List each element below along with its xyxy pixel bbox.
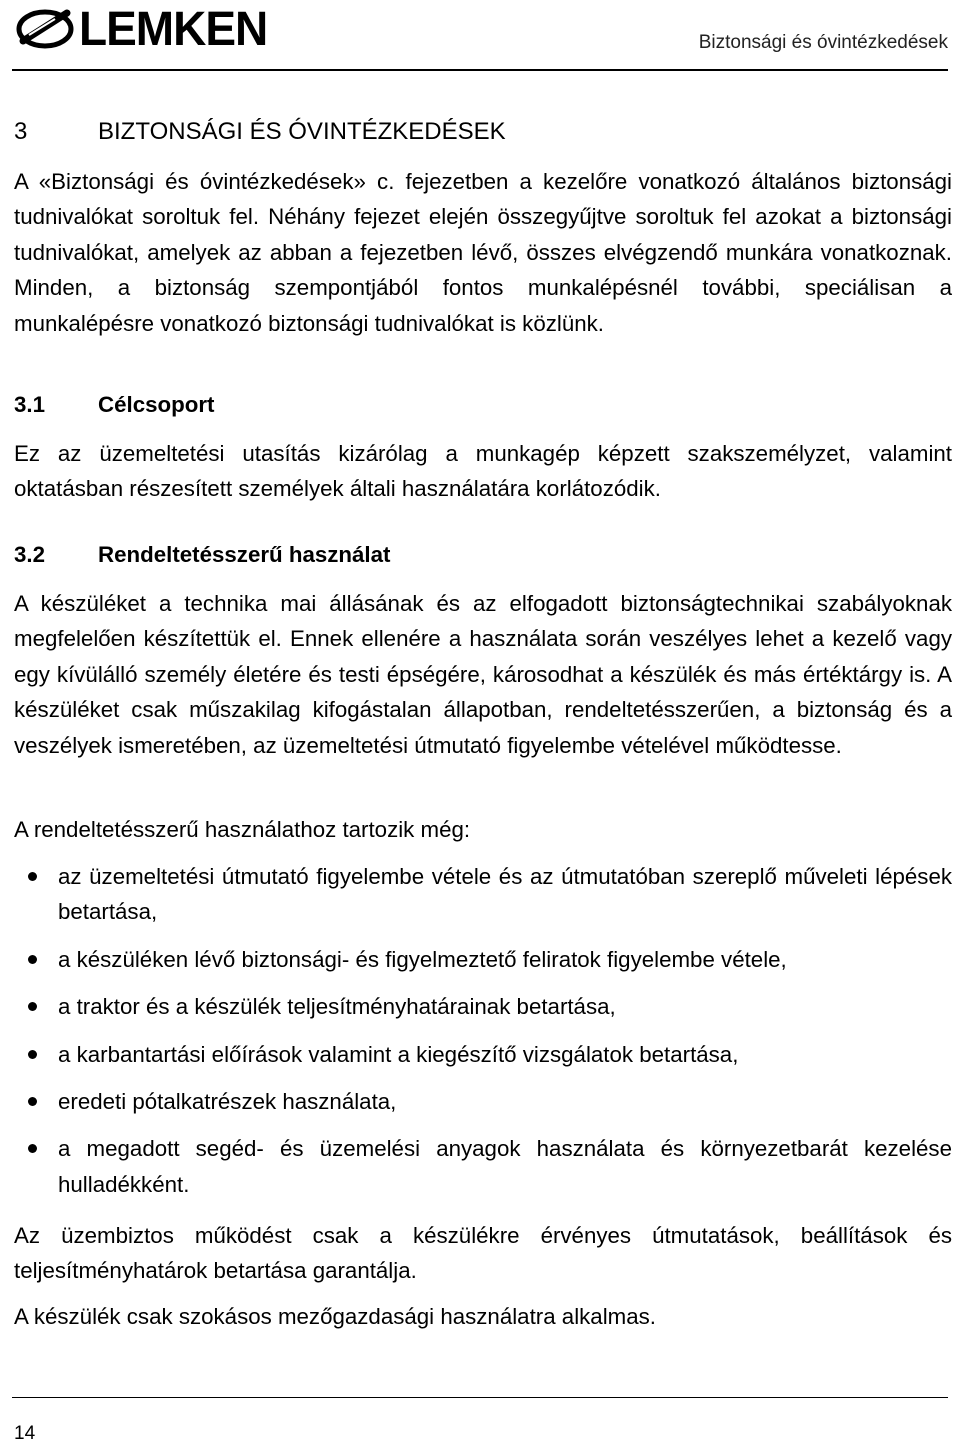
section-intro-paragraph: A «Biztonsági és óvintézkedések» c. fejezetben a kezelőre vonatkozó általános biztonsági tudnivalókat soroltuk fel. Néhány fejezet elején összegyűjtve soroltuk fel azokat a biztonsági tudnivalókat, amelyek az abban a fejezetben lévő, összes elvégzendő munkára vonatkoznak. Minden, a biztonság szempontjából fontos munkalépésnél további, speciálisan a munkalépésre vonatkozó biztonsági tudnivalókat is közlünk.: [14, 169, 952, 336]
subsection-heading-target-group: [14, 392, 214, 418]
bullet-icon: [28, 1050, 37, 1059]
list-item: a karbantartási előírások valamint a kiegészítő vizsgálatok betartása,: [14, 1037, 952, 1072]
logo-wordmark: LEMKEN: [79, 0, 268, 56]
subsection-number: 3.1: [14, 392, 45, 417]
bullet-icon: [28, 1002, 37, 1011]
closing-paragraph-1: Az üzembiztos működést csak a készülékre érvényes útmutatások, beállítások és teljesítményhatárok betartása garantálja.: [14, 1223, 952, 1284]
intended-use-paragraph: A készüléket a technika mai állásának és az elfogadott biztonságtechnikai szabályoknak megfelelően készítettük el. Ennek ellenére a használata során veszélyes lehet a kezelő vagy egy kívülálló személy életére és testi épségére, károsodhat a készülék és más értéktárgy is. A készüléket csak műszakilag kifogástalan állapotban, rendeltetésszerűen, a biztonság és a veszélyek ismeretében, az üzemeltetési útmutató figyelembe vételével működtesse.: [14, 591, 952, 758]
bullet-icon: [28, 1097, 37, 1106]
footer-divider: [12, 1397, 948, 1398]
header-title: Biztonsági és óvintézkedések: [698, 32, 948, 53]
bullet-icon: [28, 955, 37, 964]
brand-logo: [15, 0, 267, 56]
section-heading: [14, 118, 506, 146]
closing-paragraph-2: A készülék csak szokásos mezőgazdasági használatra alkalmas.: [14, 1304, 656, 1329]
list-item: a megadott segéd- és üzemelési anyagok használata és környezetbarát kezelése hulladékként.: [14, 1131, 952, 1202]
list-item: az üzemeltetési útmutató figyelembe vétele és az útmutatóban szereplő műveleti lépések betartása,: [14, 859, 952, 930]
list-item: a készüléken lévő biztonsági- és figyelmeztető feliratok figyelembe vétele,: [14, 942, 952, 977]
section-title: BIZTONSÁGI ÉS ÓVINTÉZKEDÉSEK: [98, 118, 506, 145]
subsection-title: Rendeltetésszerű használat: [98, 542, 391, 567]
subsection-heading-intended-use: [14, 542, 390, 568]
target-group-paragraph: Ez az üzemeltetési utasítás kizárólag a munkagép képzett szakszemélyzet, valamint oktatásban részesített személyek általi használatára korlátozódik.: [14, 441, 952, 502]
page-header: [0, 0, 960, 80]
subsection-number: 3.2: [14, 542, 45, 567]
list-intro: A rendeltetésszerű használathoz tartozik még:: [14, 817, 471, 842]
header-divider: [12, 69, 948, 71]
page-number: 14: [14, 1423, 36, 1444]
subsection-title: Célcsoport: [98, 392, 215, 417]
intended-use-list: [14, 859, 952, 1202]
list-item: eredeti pótalkatrészek használata,: [14, 1084, 952, 1119]
section-number: 3: [14, 118, 28, 145]
list-item: a traktor és a készülék teljesítményhatárainak betartása,: [14, 989, 952, 1024]
bullet-icon: [28, 1144, 37, 1153]
bullet-icon: [28, 872, 37, 881]
lemken-emblem-icon: [15, 5, 77, 51]
